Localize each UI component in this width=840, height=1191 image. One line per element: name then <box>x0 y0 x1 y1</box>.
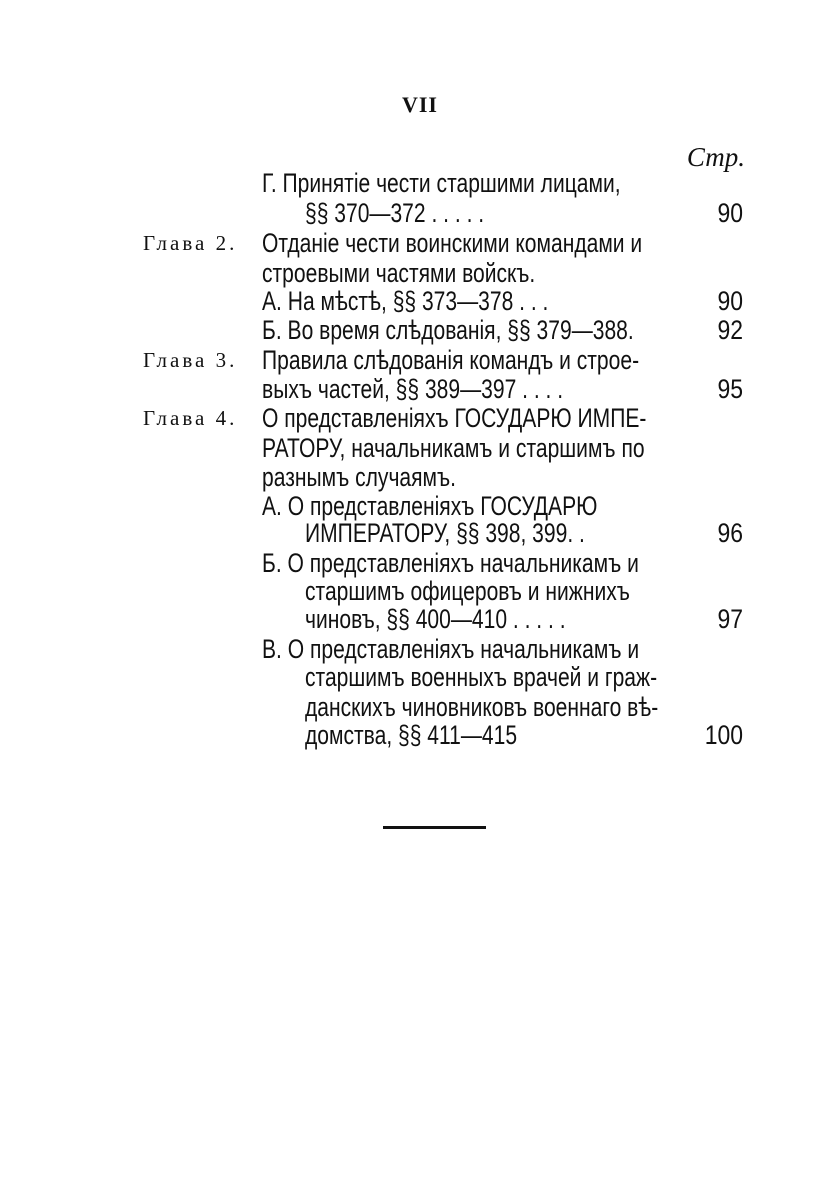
toc-entry-line: данскихъ чиновниковъ военнаго вѣ- <box>305 692 659 722</box>
chapter-label: Глава 4. <box>143 406 238 430</box>
toc-entry-line: старшимъ военныхъ врачей и граж- <box>305 662 658 692</box>
toc-page-ref: 92 <box>717 315 743 345</box>
toc-entry-line: строевыми частями войскъ. <box>262 258 536 288</box>
toc-entry-line: старшимъ офицеровъ и нижнихъ <box>305 576 630 606</box>
toc-page-ref: 100 <box>704 720 743 750</box>
toc-page-ref: 90 <box>717 198 743 228</box>
toc-entry-line: домства, §§ 411—415 <box>305 720 518 750</box>
toc-entry-line: §§ 370—372 . . . . . <box>305 198 485 228</box>
toc-entry-line: Г. Принятіе чести старшими лицами, <box>262 168 621 198</box>
toc-entry-line: чиновъ, §§ 400—410 . . . . . <box>305 604 566 634</box>
toc-entry-line: РАТОРУ, начальникамъ и старшимъ по <box>262 433 645 463</box>
toc-entry-line: В. О представленіяхъ начальникамъ и <box>262 634 640 664</box>
toc-entry-line: Правила слѣдованія командъ и строе- <box>262 345 640 375</box>
page-number: VII <box>401 92 438 117</box>
chapter-label: Глава 3. <box>143 348 238 372</box>
toc-entry-line: ИМПЕРАТОРУ, §§ 398, 399. . <box>305 518 585 548</box>
toc-page-ref: 90 <box>717 286 743 316</box>
toc-entry-line: Б. О представленіяхъ начальникамъ и <box>262 548 639 578</box>
toc-page-ref: 96 <box>717 518 743 548</box>
toc-entry-line: А. На мѣстѣ, §§ 373—378 . . . <box>262 286 549 316</box>
toc-entry-line: выхъ частей, §§ 389—397 . . . . <box>262 374 564 404</box>
page-column-header: Стр. <box>686 142 745 172</box>
toc-entry-line: А. О представленіяхъ ГОСУДАРЮ <box>262 491 598 521</box>
toc-entry-line: Отданіе чести воинскими командами и <box>262 228 643 258</box>
chapter-label: Глава 2. <box>143 231 238 255</box>
toc-entry-line: разнымъ случаямъ. <box>262 462 457 492</box>
toc-entry-line: Б. Во время слѣдованія, §§ 379—388. <box>262 315 634 345</box>
toc-page-ref: 97 <box>717 604 743 634</box>
toc-entry-line: О представленіяхъ ГОСУДАРЮ ИМПЕ- <box>262 403 647 433</box>
closing-rule <box>383 826 486 829</box>
toc-page-ref: 95 <box>717 374 743 404</box>
